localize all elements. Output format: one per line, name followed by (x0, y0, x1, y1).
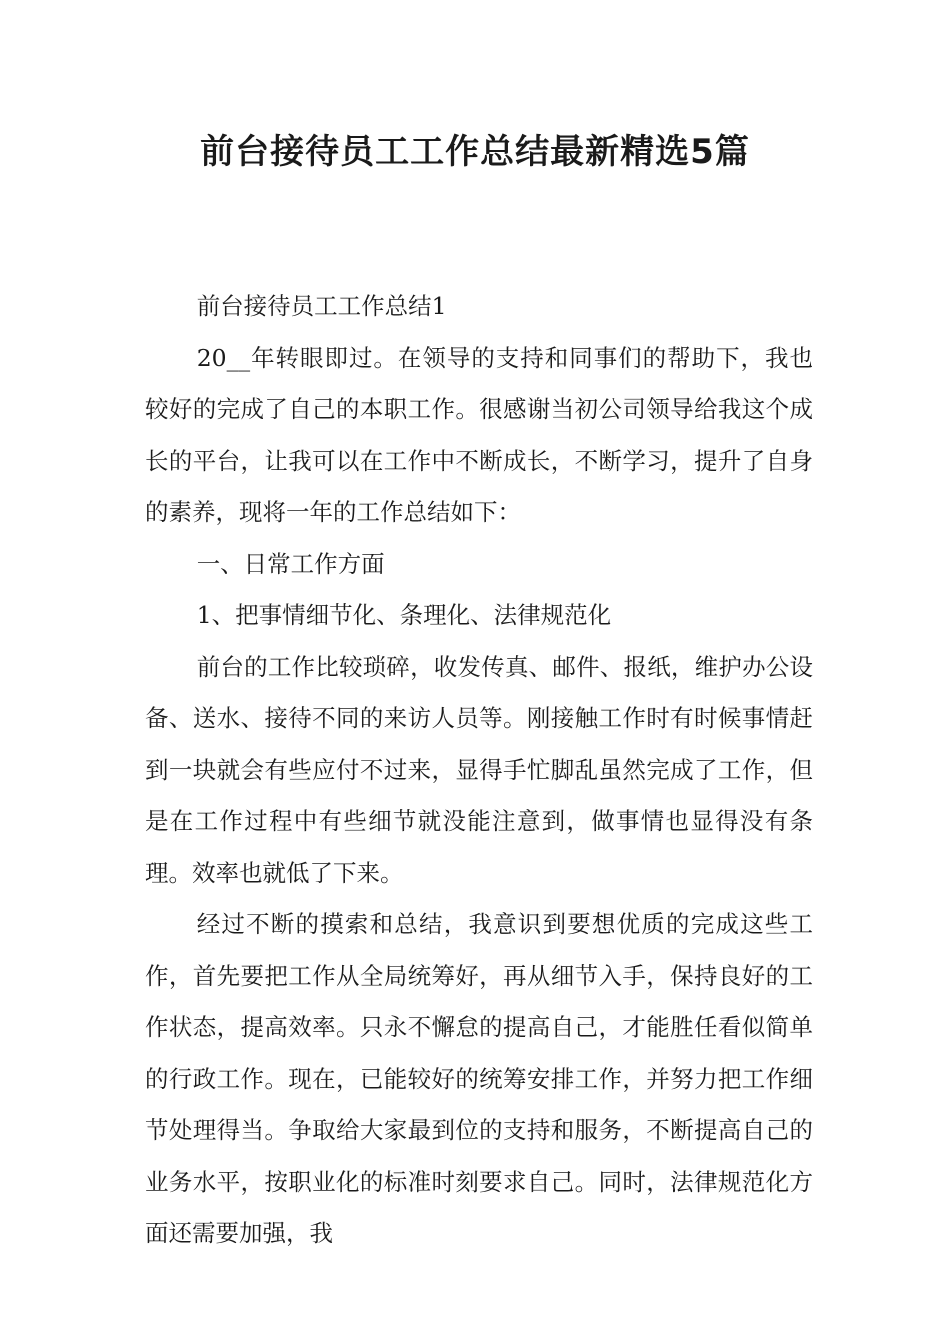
section-subheading: 1、把事情细节化、条理化、法律规范化 (196, 601, 612, 629)
document-title: 前台接待员工工作总结最新精选5篇 (200, 132, 750, 172)
body-paragraph: 前台的工作比较琐碎，收发传真、邮件、报纸，维护办公设备、送水、接待不同的来访人员等。刚接触工作时有时候事情赶到一块就会有些应付不过来，显得手忙脚乱虽然完成了工作，但是在工作过程中有些细节就没能注意到，做事情也显得没有条理。效率也就低了下来。 (145, 652, 813, 887)
document-body (145, 281, 813, 1260)
body-paragraph: 20__年转眼即过。在领导的支持和同事们的帮助下，我也较好的完成了自己的本职工作。很感谢当初公司领导给我这个成长的平台，让我可以在工作中不断成长，不断学习，提升了自身的素养，现将一年的工作总结如下： (145, 343, 813, 526)
section-heading: 一、日常工作方面 (196, 549, 385, 578)
section-heading: 前台接待员工工作总结1 (196, 292, 447, 320)
body-paragraph: 经过不断的摸索和总结，我意识到要想优质的完成这些工作，首先要把工作从全局统筹好，再从细节入手，保持良好的工作状态，提高效率。只永不懈怠的提高自己，才能胜任看似简单的行政工作。现在，已能较好的统筹安排工作，并努力把工作细节处理得当。争取给大家最到位的支持和服务，不断提高自己的业务水平，按职业化的标准时刻要求自己。同时，法律规范化方面还需要加强，我 (145, 910, 813, 1247)
